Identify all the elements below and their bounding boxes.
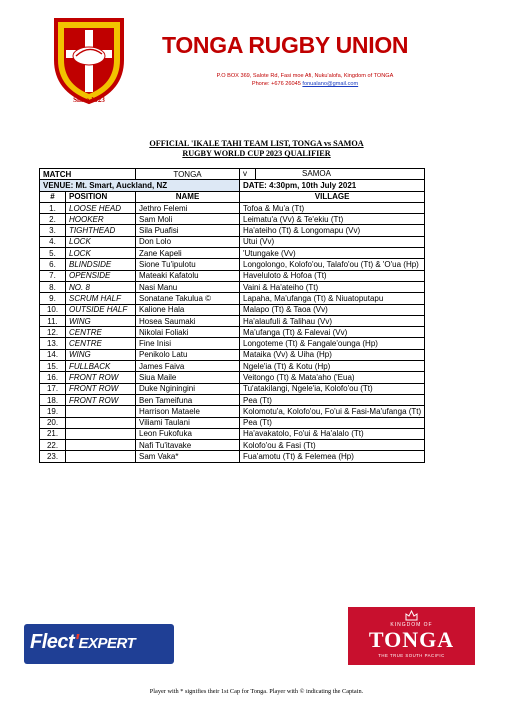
table-row — [40, 202, 425, 213]
player-position: FRONT ROW — [66, 372, 136, 383]
player-number: 17. — [40, 383, 66, 394]
table-row — [40, 338, 425, 349]
player-village: Longoteme (Tt) & Fangale'ounga (Hp) — [240, 338, 425, 349]
email-link[interactable]: fonualano@gmail.com — [302, 81, 359, 87]
player-number: 14. — [40, 349, 66, 360]
player-rows — [40, 202, 425, 462]
player-number: 8. — [40, 281, 66, 292]
kingdom-of-tonga-logo — [348, 607, 475, 665]
player-name: Nafi Tu'itavake — [136, 440, 240, 451]
player-position: NO. 8 — [66, 281, 136, 292]
flect-expert-logo: Flect'EXPERT — [24, 624, 174, 664]
since-year: Since 1923 — [73, 96, 105, 104]
table-row — [40, 349, 425, 360]
player-village: Longolongo, Kolofo'ou, Talafo'ou (Tt) & 'O'ua (Hp) — [240, 259, 425, 270]
player-position: HOOKER — [66, 214, 136, 225]
table-row — [40, 394, 425, 405]
col-position: POSITION — [66, 191, 136, 202]
away-cell — [240, 169, 425, 180]
player-number: 23. — [40, 451, 66, 462]
player-name: Sonatane Takulua © — [136, 293, 240, 304]
player-number: 16. — [40, 372, 66, 383]
player-position: FULLBACK — [66, 361, 136, 372]
player-name: Sam Moli — [136, 214, 240, 225]
player-village: Fua'amotu (Tt) & Felemea (Hp) — [240, 451, 425, 462]
player-number: 18. — [40, 394, 66, 405]
document-title — [0, 139, 513, 159]
player-number: 7. — [40, 270, 66, 281]
player-name: Sila Puafisi — [136, 225, 240, 236]
table-row — [40, 440, 425, 451]
player-village: Utui (Vv) — [240, 236, 425, 247]
player-village: Vaini & Ha'ateiho (Tt) — [240, 281, 425, 292]
player-name: Zane Kapeli — [136, 248, 240, 259]
player-position: SCRUM HALF — [66, 293, 136, 304]
tru-crest-logo — [50, 14, 128, 106]
player-name: Leon Fukofuka — [136, 428, 240, 439]
player-position: OUTSIDE HALF — [66, 304, 136, 315]
player-position: WING — [66, 315, 136, 326]
table-row — [40, 417, 425, 428]
col-num: # — [40, 191, 66, 202]
player-position: TIGHTHEAD — [66, 225, 136, 236]
org-title: TONGA RUGBY UNION — [162, 32, 409, 58]
player-village: Malapo (Tt) & Taoa (Vv) — [240, 304, 425, 315]
kot-main-text: TONGA — [368, 627, 455, 652]
player-position: CENTRE — [66, 338, 136, 349]
table-row — [40, 281, 425, 292]
home-team: TONGA — [136, 169, 240, 180]
player-position: LOCK — [66, 236, 136, 247]
player-name: Duke Nginingini — [136, 383, 240, 394]
player-name: James Faiva — [136, 361, 240, 372]
player-name: Sione Tu'ipulotu — [136, 259, 240, 270]
player-position — [66, 451, 136, 462]
player-name: Jethro Felemi — [136, 202, 240, 213]
player-number: 10. — [40, 304, 66, 315]
player-village: Mataika (Vv) & Uiha (Hp) — [240, 349, 425, 360]
player-name: Viliami Taulani — [136, 417, 240, 428]
player-position — [66, 440, 136, 451]
footnote: Player with * signifies their 1st Cap for Tonga. Player with © indicating the Captain. — [149, 688, 364, 695]
player-name: Nikolai Foliaki — [136, 327, 240, 338]
table-row — [40, 315, 425, 326]
flect-word: Flect — [30, 631, 75, 653]
player-village: Tofoa & Mu'a (Tt) — [240, 202, 425, 213]
player-position — [66, 417, 136, 428]
table-row — [40, 304, 425, 315]
player-number: 2. — [40, 214, 66, 225]
player-name: Nasi Manu — [136, 281, 240, 292]
player-name: Don Lolo — [136, 236, 240, 247]
player-number: 20. — [40, 417, 66, 428]
table-row — [40, 214, 425, 225]
table-row — [40, 372, 425, 383]
player-village: Leimatu'a (Vv) & Te'ekiu (Tt) — [240, 214, 425, 225]
kot-top-text: KINGDOM OF — [390, 622, 433, 628]
table-row — [40, 248, 425, 259]
player-position: LOOSE HEAD — [66, 202, 136, 213]
player-position: FRONT ROW — [66, 394, 136, 405]
match-label: MATCH — [40, 169, 136, 180]
player-position: LOCK — [66, 248, 136, 259]
player-number: 22. — [40, 440, 66, 451]
table-row — [40, 406, 425, 417]
player-name: Fine Inisi — [136, 338, 240, 349]
kot-tagline: THE TRUE SOUTH PACIFIC — [378, 653, 445, 658]
table-row — [40, 451, 425, 462]
player-number: 12. — [40, 327, 66, 338]
crown-icon — [405, 610, 418, 621]
title-line-2: RUGBY WORLD CUP 2023 QUALIFIER — [182, 149, 331, 158]
table-row — [40, 225, 425, 236]
player-village: Ngele'ia (Tt) & Kotu (Hp) — [240, 361, 425, 372]
player-position — [66, 406, 136, 417]
player-number: 19. — [40, 406, 66, 417]
player-village: Pea (Tt) — [240, 417, 425, 428]
away-team: SAMOA — [302, 169, 331, 179]
player-number: 3. — [40, 225, 66, 236]
address-line: P.O BOX 369, Salote Rd, Fasi moe Afi, Nuku'alofa, Kingdom of TONGA — [216, 73, 394, 79]
player-name: Mateaki Kafatolu — [136, 270, 240, 281]
player-name: Hosea Saumaki — [136, 315, 240, 326]
team-list-table — [39, 168, 425, 463]
contact-line — [155, 80, 455, 88]
player-position: WING — [66, 349, 136, 360]
player-name: Sam Vaka* — [136, 451, 240, 462]
player-village: Ma'ufanga (Tt) & Falevai (Vv) — [240, 327, 425, 338]
player-position: OPENSIDE — [66, 270, 136, 281]
player-number: 13. — [40, 338, 66, 349]
player-position: CENTRE — [66, 327, 136, 338]
venue-row — [40, 180, 425, 191]
player-village: Ha'ateiho (Tt) & Longomapu (Vv) — [240, 225, 425, 236]
player-village: Ha'alaufuli & Talihau (Vv) — [240, 315, 425, 326]
player-number: 9. — [40, 293, 66, 304]
col-village: VILLAGE — [240, 191, 425, 202]
venue-text: VENUE: Mt. Smart, Auckland, NZ — [40, 180, 240, 191]
player-village: Kolofo'ou & Fasi (Tt) — [240, 440, 425, 451]
player-village: Veitongo (Tt) & Mata'aho ('Eua) — [240, 372, 425, 383]
player-position — [66, 428, 136, 439]
player-village: Pea (Tt) — [240, 394, 425, 405]
date-text: DATE: 4:30pm, 10th July 2021 — [240, 180, 425, 191]
player-village: Haveluloto & Hofoa (Tt) — [240, 270, 425, 281]
table-row — [40, 361, 425, 372]
player-name: Ben Tameifuna — [136, 394, 240, 405]
player-number: 11. — [40, 315, 66, 326]
player-position: FRONT ROW — [66, 383, 136, 394]
player-village: Tu'atakilangi, Ngele'ia, Kolofo'ou (Tt) — [240, 383, 425, 394]
player-village: 'Utungake (Vv) — [240, 248, 425, 259]
title-line-1: OFFICIAL 'IKALE TAHI TEAM LIST, TONGA vs SAMOA — [149, 139, 364, 148]
player-number: 4. — [40, 236, 66, 247]
player-village: Kolomotu'a, Kolofo'ou, Fo'ui & Fasi-Ma'ufanga (Tt) — [240, 406, 425, 417]
table-row — [40, 236, 425, 247]
player-number: 6. — [40, 259, 66, 270]
player-name: Penikolo Latu — [136, 349, 240, 360]
versus-text: v — [243, 169, 247, 179]
table-row — [40, 259, 425, 270]
col-name: NAME — [136, 191, 240, 202]
player-name: Siua Maile — [136, 372, 240, 383]
table-row — [40, 428, 425, 439]
org-address — [155, 72, 455, 88]
phone-text: Phone: +676 26045 — [251, 81, 301, 87]
table-row — [40, 327, 425, 338]
player-position: BLINDSIDE — [66, 259, 136, 270]
player-number: 5. — [40, 248, 66, 259]
table-row — [40, 383, 425, 394]
player-name: Kalione Hala — [136, 304, 240, 315]
table-row — [40, 270, 425, 281]
player-name: Harrison Mataele — [136, 406, 240, 417]
match-row — [40, 169, 425, 180]
player-number: 15. — [40, 361, 66, 372]
expert-word: EXPERT — [78, 635, 136, 652]
table-row — [40, 293, 425, 304]
player-number: 21. — [40, 428, 66, 439]
player-number: 1. — [40, 202, 66, 213]
header-row — [40, 191, 425, 202]
player-village: Ha'avakatolo, Fo'ui & Ha'alalo (Tt) — [240, 428, 425, 439]
player-village: Lapaha, Ma'ufanga (Tt) & Niuatoputapu — [240, 293, 425, 304]
